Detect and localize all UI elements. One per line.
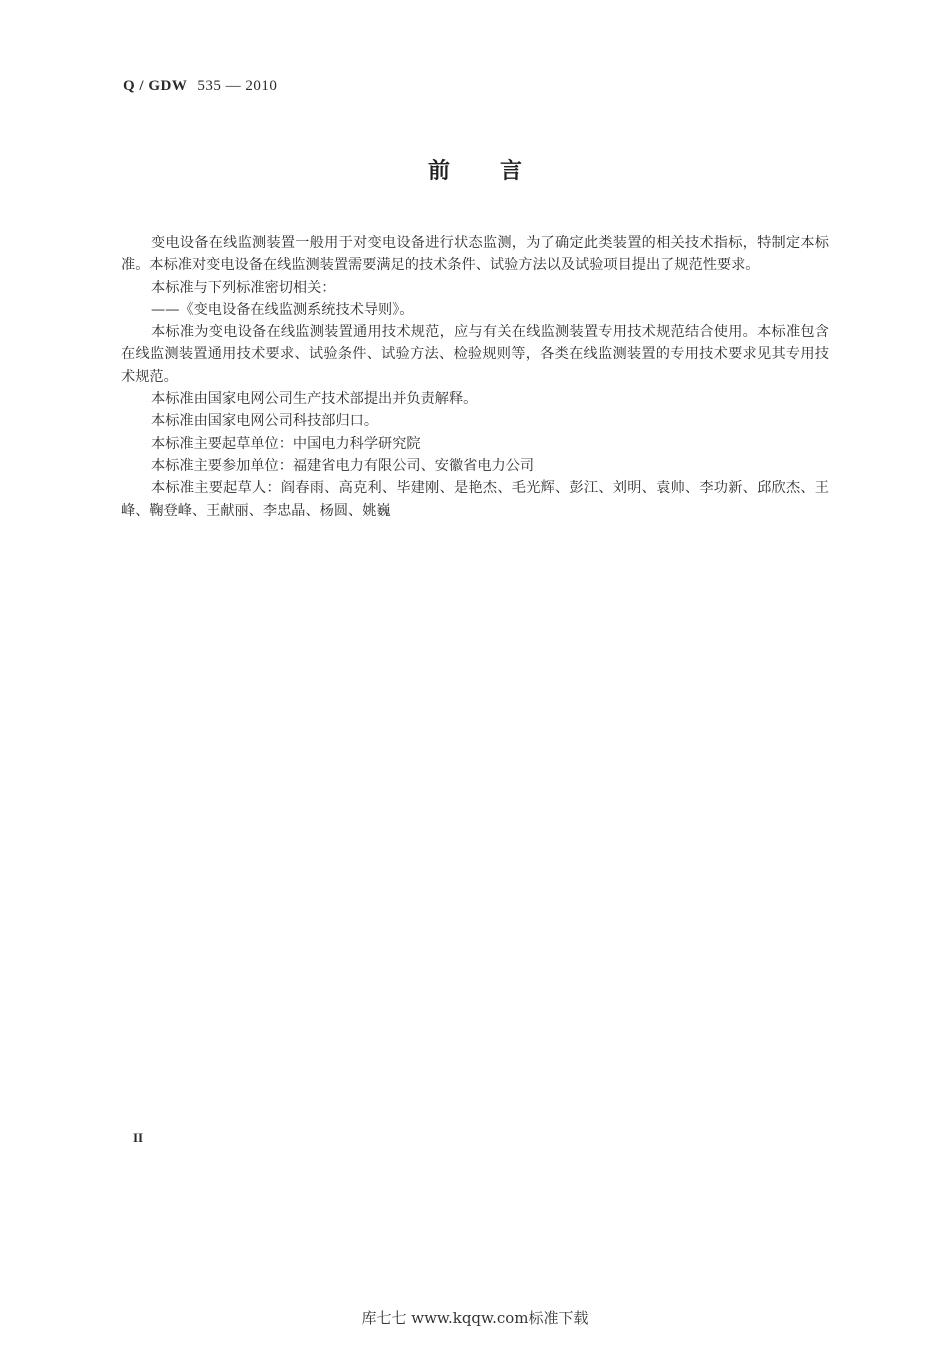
page-title: 前言 (427, 159, 572, 184)
paragraph-scope: 本标准为变电设备在线监测装置通用技术规范，应与有关在线监测装置专用技术规范结合使用。本标准包含在线监测装置通用技术要求、试验条件、试验方法、检验规则等，各类在线监测装置的专用技术要求见其专用技术规范。 (121, 324, 829, 385)
paragraph-related-standard: ——《变电设备在线监测系统技术导则》。 (151, 301, 414, 318)
paragraph-participating-units: 本标准主要参加单位：福建省电力有限公司、安徽省电力公司 (151, 457, 535, 474)
page-number: II (133, 1130, 144, 1145)
footer-watermark: 库七七 www.kqqw.com标准下载 (361, 1309, 589, 1327)
paragraph-administrator: 本标准由国家电网公司科技部归口。 (151, 413, 379, 430)
paragraph-related-intro: 本标准与下列标准密切相关： (151, 279, 336, 296)
foreword-body (121, 232, 829, 522)
document-header (123, 76, 277, 95)
paragraph-proposer: 本标准由国家电网公司生产技术部提出并负责解释。 (151, 391, 478, 408)
standard-number: 535 — 2010 (197, 78, 278, 94)
paragraph-drafters: 本标准主要起草人：阎春雨、高克利、毕建刚、是艳杰、毛光辉、彭江、刘明、袁帅、李功新、邱欣杰、王峰、鞠登峰、王献丽、李忠晶、杨圆、姚巍 (121, 480, 829, 519)
paragraph-drafting-unit: 本标准主要起草单位：中国电力科学研究院 (151, 435, 421, 452)
standard-code: Q / GDW (123, 78, 188, 94)
paragraph-intro: 变电设备在线监测装置一般用于对变电设备进行状态监测，为了确定此类装置的相关技术指标，特制定本标准。本标准对变电设备在线监测装置需要满足的技术条件、试验方法以及试验项目提出了规范性要求。 (121, 235, 829, 274)
